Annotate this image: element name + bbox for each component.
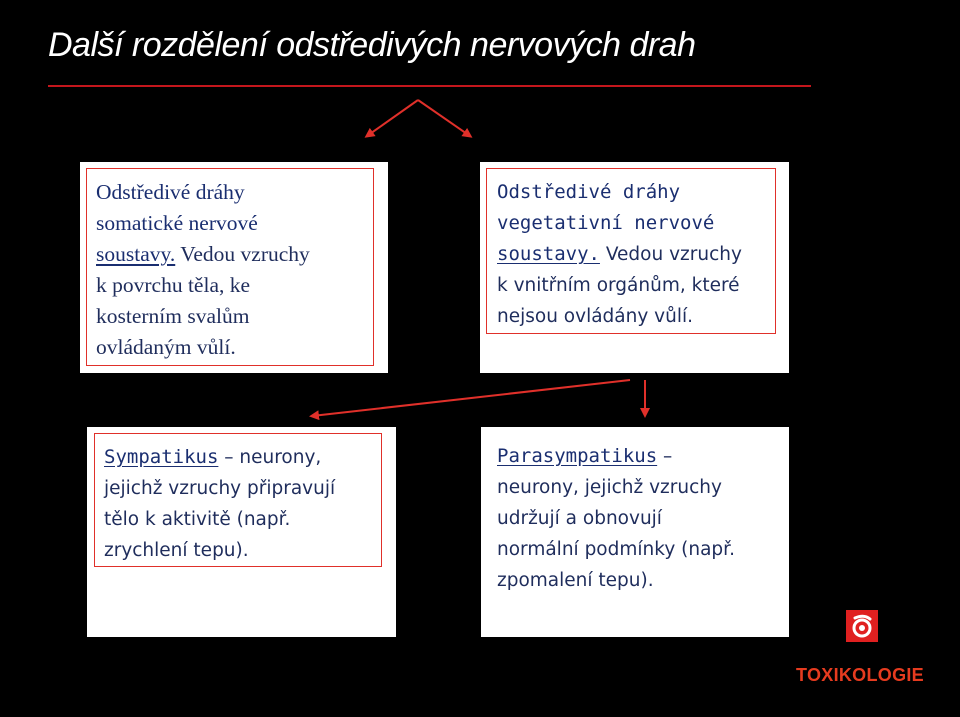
vegetative-head-1: Odstředivé dráhy (497, 181, 681, 203)
somatic-line-1: Vedou vzruchy (175, 242, 310, 266)
somatic-card (80, 162, 388, 373)
somatic-line-3: kosterním svalům (96, 304, 250, 328)
sympathetic-line-1: – neurony, (218, 447, 322, 468)
vegetative-text (497, 177, 742, 332)
sympathetic-text (104, 442, 335, 566)
somatic-head-3: soustavy. (96, 242, 176, 266)
somatic-head-1: Odstředivé dráhy (96, 180, 245, 204)
vegetative-frame (486, 168, 776, 334)
arrow-to-vegetative (418, 100, 470, 136)
vegetative-card (480, 162, 789, 373)
vegetative-head-3: soustavy. (497, 243, 600, 265)
vegetative-line-3: nejsou ovládány vůlí. (497, 306, 694, 327)
arrow-to-somatic (367, 100, 418, 136)
parasympathetic-term: Parasympatikus (497, 445, 658, 467)
vegetative-head-2: vegetativní nervové (497, 212, 715, 234)
sympathetic-term: Sympatikus (104, 446, 219, 468)
somatic-frame (86, 168, 374, 366)
slide-title: Další rozdělení odstředivých nervových drah (48, 26, 696, 64)
parasympathetic-card (481, 427, 789, 637)
parasympathetic-line-4: normální podmínky (např. (497, 539, 735, 560)
somatic-line-2: k povrchu těla, ke (96, 273, 251, 297)
somatic-head-2: somatické nervové (96, 211, 258, 235)
vegetative-line-1: Vedou vzruchy (599, 244, 742, 265)
brand-label: TOXIKOLOGIE (796, 665, 924, 685)
parasympathetic-line-3: udržují a obnovují (497, 508, 662, 529)
parasympathetic-line-5: zpomalení tepu). (497, 570, 654, 591)
sympathetic-line-3: tělo k aktivitě (např. (104, 509, 291, 530)
parasympathetic-text (497, 441, 735, 596)
sympathetic-card (87, 427, 396, 637)
sympathetic-line-2: jejichž vzruchy připravují (104, 478, 336, 499)
arrow-to-sympathetic (312, 380, 630, 416)
sympathetic-line-4: zrychlení tepu). (104, 540, 249, 561)
vegetative-line-2: k vnitřním orgánům, které (497, 275, 740, 296)
sympathetic-frame (94, 433, 382, 567)
parasympathetic-line-2: neurony, jejichž vzruchy (497, 477, 722, 498)
somatic-text (96, 177, 310, 363)
parasympathetic-line-1: – (657, 446, 673, 467)
somatic-line-4: ovládaným vůlí. (96, 335, 236, 359)
toxikologie-logo-icon (846, 610, 878, 642)
